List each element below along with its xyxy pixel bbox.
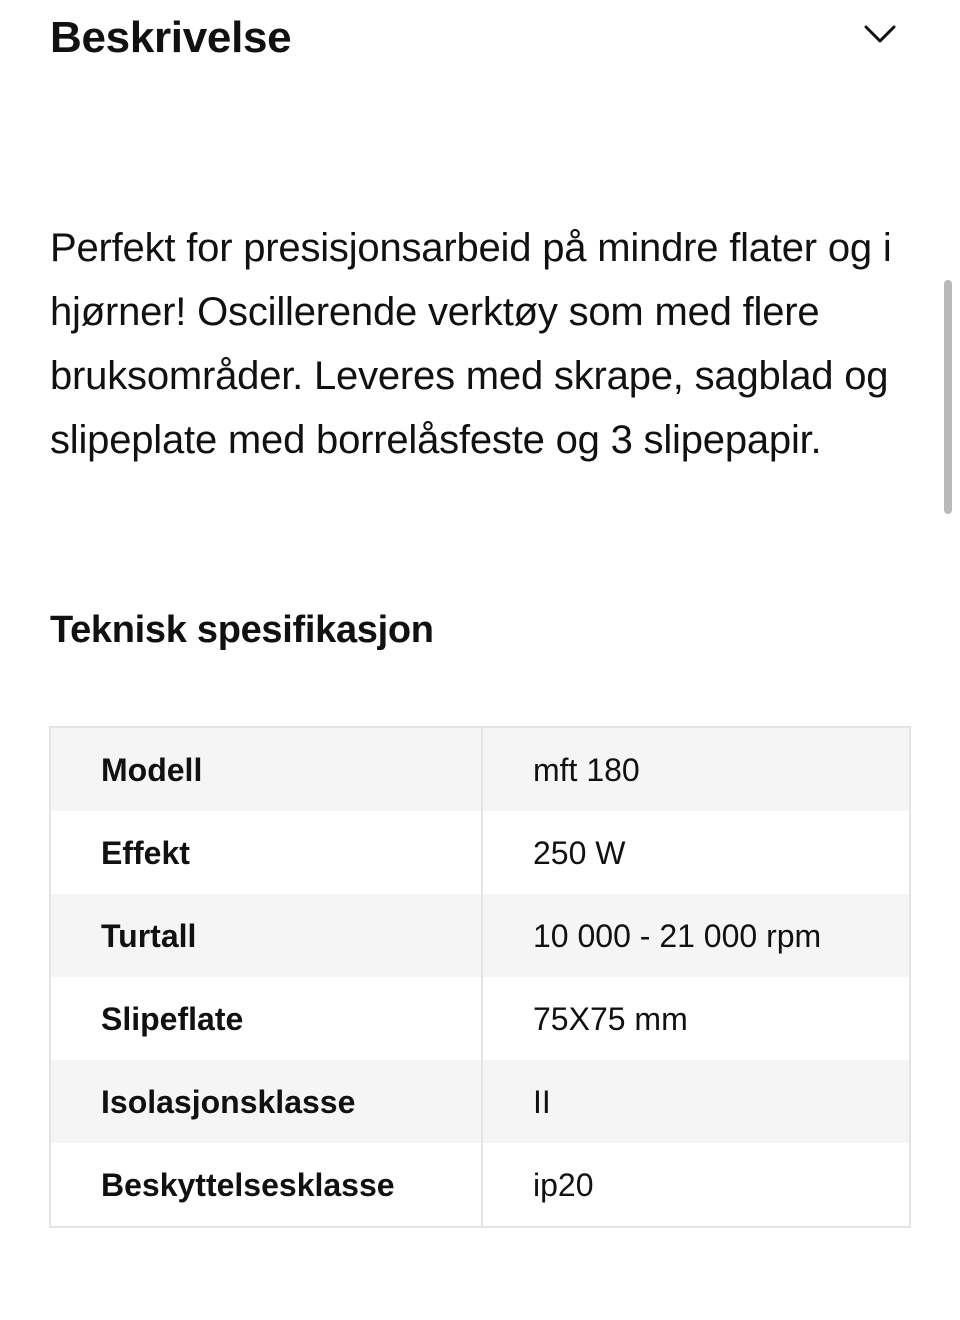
spec-label: Modell (50, 727, 482, 811)
spec-table (49, 726, 911, 1228)
spec-label: Slipeflate (50, 977, 482, 1060)
section-title: Beskrivelse (50, 13, 292, 62)
spec-value: 75X75 mm (482, 977, 910, 1060)
product-description: Perfekt for presisjonsarbeid på mindre flater og i hjørner! Oscillerende verktøy som med flere bruksområder. Leveres med skrape, sagblad og slipeplate med borrelåsfeste og 3 slipepapir. (50, 226, 892, 462)
table-row (50, 977, 910, 1060)
chevron-down-icon[interactable] (862, 22, 898, 46)
table-row (50, 894, 910, 977)
spec-label: Isolasjonsklasse (50, 1060, 482, 1143)
spec-value: ip20 (482, 1143, 910, 1227)
spec-label: Turtall (50, 894, 482, 977)
table-row (50, 1060, 910, 1143)
spec-value: 250 W (482, 811, 910, 894)
spec-value: II (482, 1060, 910, 1143)
table-row (50, 1143, 910, 1227)
table-row (50, 727, 910, 811)
scrollbar-thumb[interactable] (944, 280, 952, 514)
spec-value: 10 000 - 21 000 rpm (482, 894, 910, 977)
spec-section-title: Teknisk spesifikasjon (50, 609, 434, 651)
spec-value: mft 180 (482, 727, 910, 811)
spec-label: Beskyttelsesklasse (50, 1143, 482, 1227)
description-accordion-header[interactable] (50, 0, 910, 80)
table-row (50, 811, 910, 894)
spec-label: Effekt (50, 811, 482, 894)
